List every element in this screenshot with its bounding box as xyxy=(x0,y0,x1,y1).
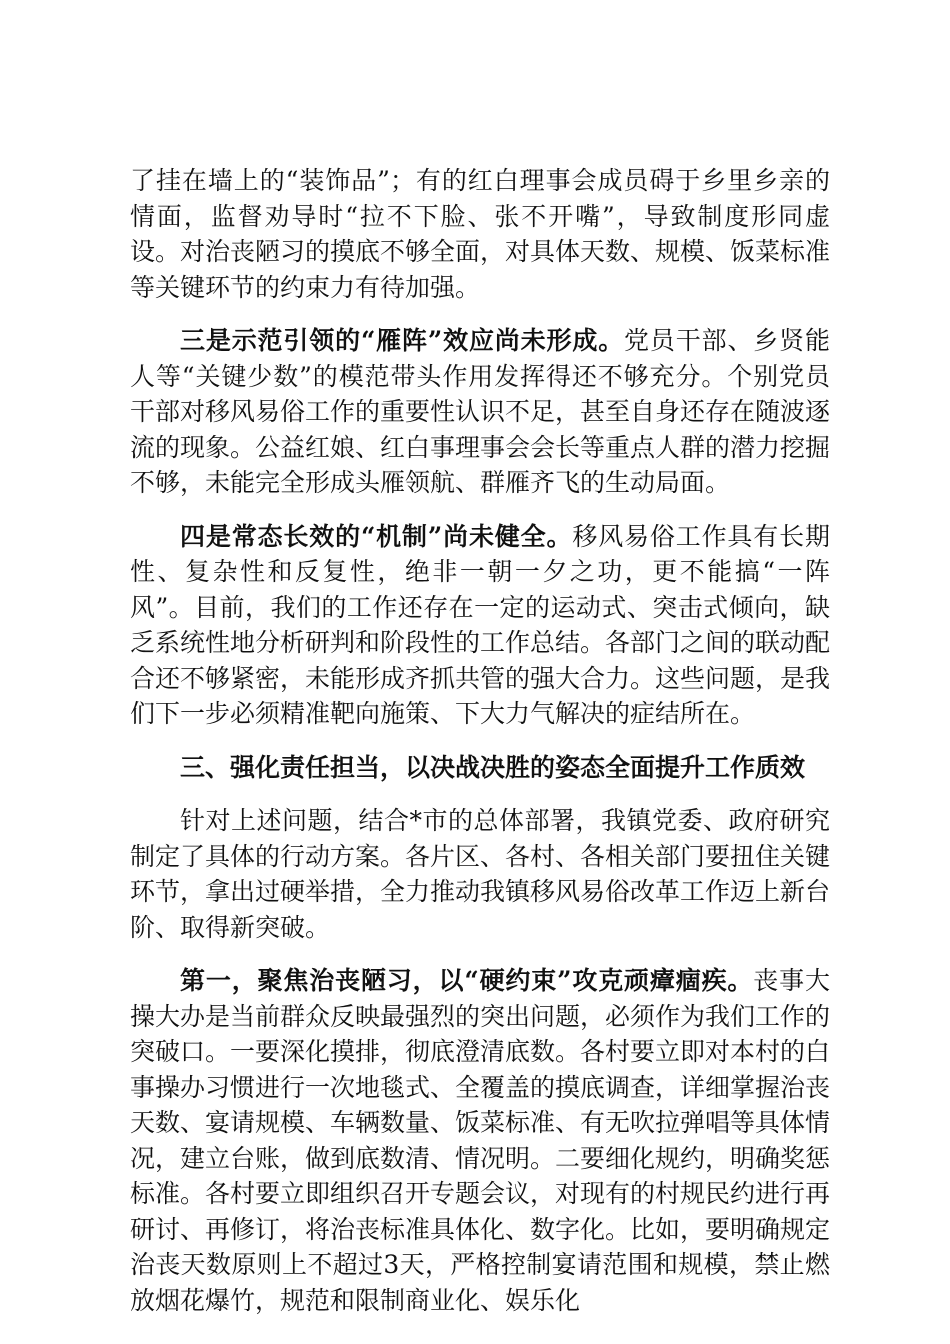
document-body xyxy=(130,163,830,1336)
paragraph-text: 了挂在墙上的“装饰品”；有的红白理事会成员碍于乡里乡亲的情面，监督劝导时“拉不下脸、张不开嘴”，导致制度形同虚设。对治丧陋习的摸底不够全面，对具体天数、规模、饭菜标准等关键环节的约束力有待加强。 xyxy=(130,166,831,302)
section-heading: 三、强化责任担当，以决战决胜的姿态全面提升工作质效 xyxy=(180,752,806,782)
paragraph-demonstration xyxy=(130,323,830,501)
paragraph-lead: 三是示范引领的“雁阵”效应尚未形成。 xyxy=(180,326,625,355)
paragraph-text: 移风易俗工作具有长期性、复杂性和反复性，绝非一朝一夕之功，更不能搞“一阵风”。目前，我们的工作还存在一定的运动式、突击式倾向，缺乏系统性地分析研判和阶段性的工作总结。各部门之间的联动配合还不够紧密，未能形成齐抓共管的强大合力。这些问题，是我们下一步必须精准靶向施策、下大力气解决的症结所在。 xyxy=(130,521,831,728)
paragraph-continued xyxy=(130,163,830,305)
paragraph-mechanism xyxy=(130,519,830,732)
paragraph-first-measure xyxy=(130,963,830,1318)
paragraph-lead: 第一，聚焦治丧陋习，以“硬约束”攻克顽瘴痼疾。 xyxy=(180,966,754,995)
paragraph-text: 党员干部、乡贤能人等“关键少数”的模范带头作用发挥得还不够充分。个别党员干部对移风易俗工作的重要性认识不足，甚至自身还存在随波逐流的现象。公益红娘、红白事理事会会长等重点人群的潜力挖掘不够，未能完全形成头雁领航、群雁齐飞的生动局面。 xyxy=(130,326,831,497)
paragraph-action-plan xyxy=(130,803,830,945)
paragraph-lead: 四是常态长效的“机制”尚未健全。 xyxy=(180,521,573,551)
paragraph-text: 针对上述问题，结合*市的总体部署，我镇党委、政府研究制定了具体的行动方案。各片区、各村、各相关部门要扭住关键环节，拿出过硬举措，全力推动我镇移风易俗改革工作迈上新台阶、取得新突破。 xyxy=(130,806,831,942)
paragraph-text: 丧事大操大办是当前群众反映最强烈的突出问题，必须作为我们工作的突破口。一要深化摸排，彻底澄清底数。各村要立即对本村的白事操办习惯进行一次地毯式、全覆盖的摸底调查，详细掌握治丧天数、宴请规模、车辆数量、饭菜标准、有无吹拉弹唱等具体情况，建立台账，做到底数清、情况明。二要细化规约，明确奖惩标准。各村要立即组织召开专题会议，对现有的村规民约进行再研讨、再修订，将治丧标准具体化、数字化。比如，要明确规定治丧天数原则上不超过3天，严格控制宴请范围和规模，禁止燃放烟花爆竹，规范和限制商业化、娱乐化 xyxy=(130,966,831,1315)
